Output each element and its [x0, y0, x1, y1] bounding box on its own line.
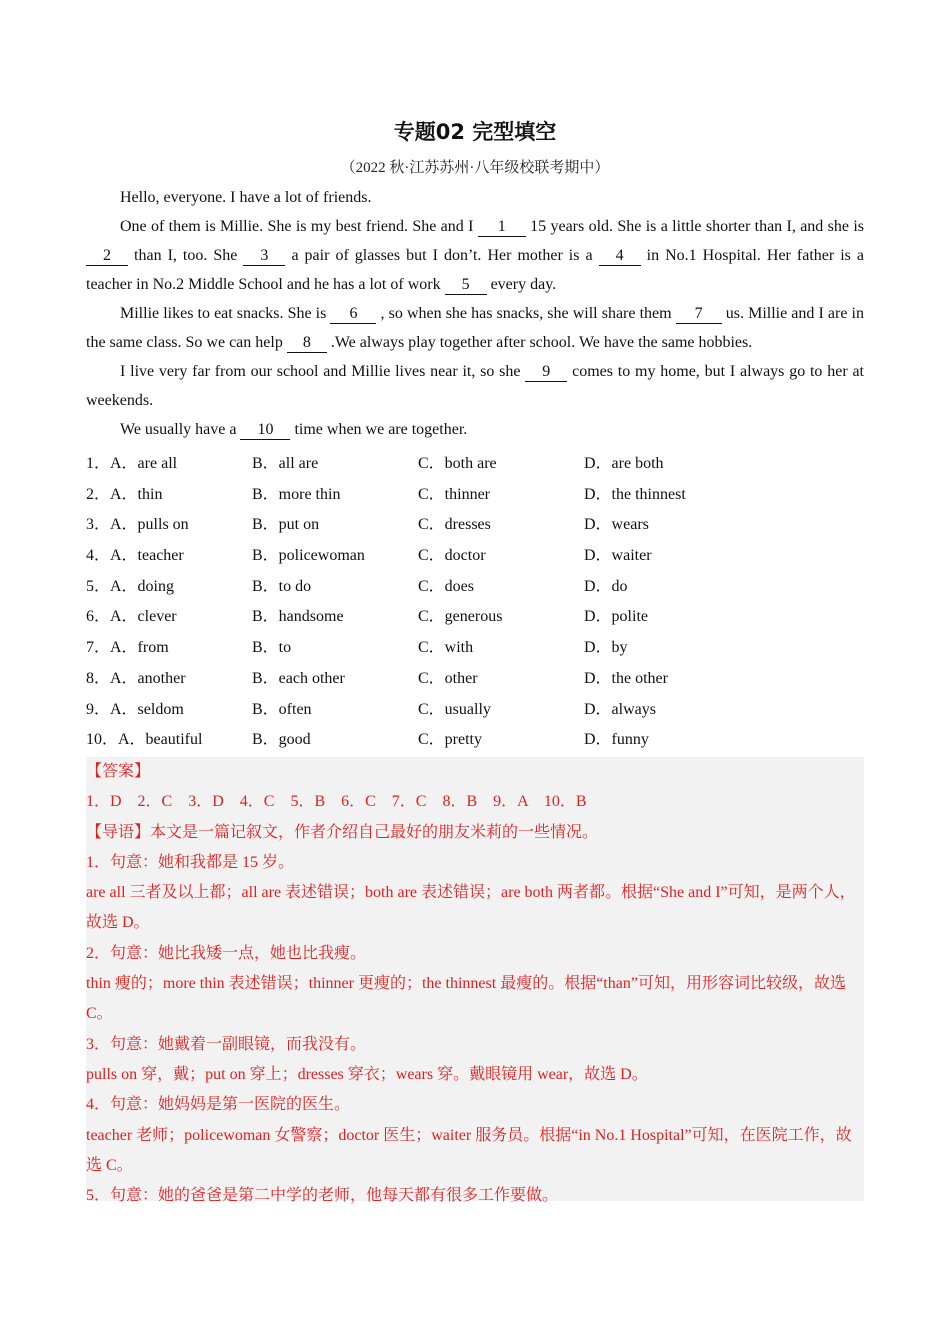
explanation-2-detail: thin 瘦的；more thin 表述错误；thinner 更瘦的；the thinnest 最瘦的。根据“than”可知，用形容词比较级，故选 C。	[86, 975, 846, 1023]
option-a: 1．A．are all	[86, 455, 178, 472]
option-b: B．to do	[252, 577, 312, 595]
explanation-3-detail: pulls on 穿，戴；put on 穿上；dresses 穿衣；wears 穿。戴眼镜用 wear，故选 D。	[86, 1065, 648, 1083]
blank-6: 6	[330, 305, 376, 324]
passage-text: than I, too. She	[128, 247, 244, 264]
passage-text: a pair of glasses but I don’t. Her mother is a	[285, 247, 599, 264]
option-c: C．pretty	[418, 731, 482, 749]
explanation-4-meaning: 4．句意：她妈妈是第一医院的医生。	[86, 1096, 351, 1114]
passage-text: Millie likes to eat snacks. She is	[120, 305, 331, 322]
blank-8: 8	[287, 334, 327, 353]
option-c: C．with	[418, 639, 474, 657]
option-a: 6．A．clever	[86, 608, 177, 626]
option-b: B．put on	[252, 516, 320, 534]
passage-text: Hello, everyone. I have a lot of friends.	[120, 189, 372, 206]
passage-text: One of them is Millie. She is my best friend. She and I	[120, 218, 478, 235]
option-c: C．doctor	[418, 547, 486, 565]
option-c: C．both are	[418, 455, 497, 472]
passage-text: , so when she has snacks, she will share them	[376, 305, 676, 322]
option-b: B．good	[252, 731, 311, 749]
option-d: D．polite	[584, 608, 648, 626]
answer-section	[86, 757, 864, 1205]
option-a: 2．A．thin	[86, 485, 163, 503]
option-row-8	[86, 663, 864, 694]
answer-keys: 1．D 2．C 3．D 4．C 5．B 6．C 7．C 8．B 9．A 10．B	[86, 793, 587, 811]
option-d: D．do	[584, 577, 628, 595]
option-row-9	[86, 694, 864, 725]
option-b: B．more thin	[252, 485, 341, 503]
option-b: B．policewoman	[252, 547, 365, 565]
blank-2: 2	[86, 247, 128, 266]
option-a: 10．A．beautiful	[86, 731, 203, 749]
passage	[86, 183, 864, 444]
option-c: C．thinner	[418, 485, 490, 503]
option-a: 7．A．from	[86, 639, 169, 657]
option-d: D．the thinnest	[584, 485, 686, 503]
page-subtitle: （2022 秋·江苏苏州·八年级校联考期中）	[340, 160, 610, 176]
explanation-5-meaning: 5．句意：她的爸爸是第二中学的老师，他每天都有很多工作要做。	[86, 1187, 559, 1205]
passage-paragraph-1	[86, 183, 864, 212]
option-c: C．other	[418, 669, 478, 687]
answer-heading: 【答案】	[86, 763, 151, 780]
option-b: B．all are	[252, 455, 319, 472]
passage-text: comes to my home, but I always go to her at weekends.	[86, 363, 865, 409]
passage-text: time when we are together.	[290, 421, 468, 438]
options-list	[86, 448, 864, 755]
passage-paragraph-5	[86, 415, 864, 444]
option-b: B．each other	[252, 669, 345, 687]
passage-paragraph-4	[86, 357, 864, 415]
passage-paragraph-3	[86, 299, 864, 357]
option-row-10	[86, 724, 864, 755]
blank-9: 9	[525, 363, 567, 382]
explanation-1-detail: are all 三者及以上都；all are 表述错误；both are 表述错误；are both 两者都。根据“She and I”可知，是两个人，故选 D。	[86, 884, 856, 932]
option-row-6	[86, 601, 864, 632]
option-d: D．funny	[584, 731, 649, 749]
option-d: D．by	[584, 639, 628, 657]
option-row-2	[86, 479, 864, 510]
option-c: C．does	[418, 577, 475, 595]
answer-guide: 【导语】本文是一篇记叙文，作者介绍自己最好的朋友米莉的一些情况。	[86, 823, 599, 841]
explanation-2-meaning: 2．句意：她比我矮一点，她也比我瘦。	[86, 944, 367, 962]
option-row-4	[86, 540, 864, 571]
passage-text: in No.1 Hospital. Her father is a teacher in No.2 Middle School and he has a lot of work	[86, 247, 865, 293]
option-a: 3．A．pulls on	[86, 516, 189, 534]
blank-3: 3	[243, 247, 285, 266]
option-d: D．always	[584, 700, 656, 718]
passage-text: I live very far from our school and Millie lives near it, so she	[120, 363, 526, 380]
explanation-3-meaning: 3．句意：她戴着一副眼镜，而我没有。	[86, 1035, 367, 1053]
option-row-5	[86, 571, 864, 602]
blank-7: 7	[676, 305, 722, 324]
explanation-4-detail: teacher 老师；policewoman 女警察；doctor 医生；waiter 服务员。根据“in No.1 Hospital”可知，在医院工作，故选 C。	[86, 1126, 852, 1174]
passage-text: 15 years old. She is a little shorter than I, and she is	[525, 218, 864, 235]
option-row-3	[86, 509, 864, 540]
blank-10: 10	[240, 421, 290, 440]
option-d: D．waiter	[584, 547, 652, 565]
option-b: B．often	[252, 700, 312, 718]
blank-5: 5	[445, 276, 487, 295]
option-a: 4．A．teacher	[86, 547, 184, 565]
blank-1: 1	[478, 218, 526, 237]
option-b: B．handsome	[252, 608, 344, 626]
page-title: 专题02 完型填空	[393, 120, 557, 144]
passage-text: We usually have a	[120, 421, 241, 438]
option-b: B．to	[252, 639, 292, 657]
option-d: D．the other	[584, 669, 668, 687]
passage-text: us. Millie and I are in the same class. So we can help	[86, 305, 864, 351]
explanation-1-meaning: 1．句意：她和我都是 15 岁。	[86, 853, 295, 871]
option-a: 9．A．seldom	[86, 700, 184, 718]
option-d: D．are both	[584, 455, 664, 472]
passage-paragraph-2	[86, 212, 864, 299]
passage-text: every day.	[486, 276, 557, 293]
option-c: C．usually	[418, 700, 491, 718]
option-c: C．dresses	[418, 516, 491, 534]
blank-4: 4	[599, 247, 641, 266]
option-row-7	[86, 632, 864, 663]
option-a: 5．A．doing	[86, 577, 175, 595]
option-c: C．generous	[418, 608, 503, 626]
passage-text: .We always play together after school. We have the same hobbies.	[326, 334, 753, 351]
option-d: D．wears	[584, 516, 649, 534]
option-row-1	[86, 448, 864, 479]
option-a: 8．A．another	[86, 669, 186, 687]
